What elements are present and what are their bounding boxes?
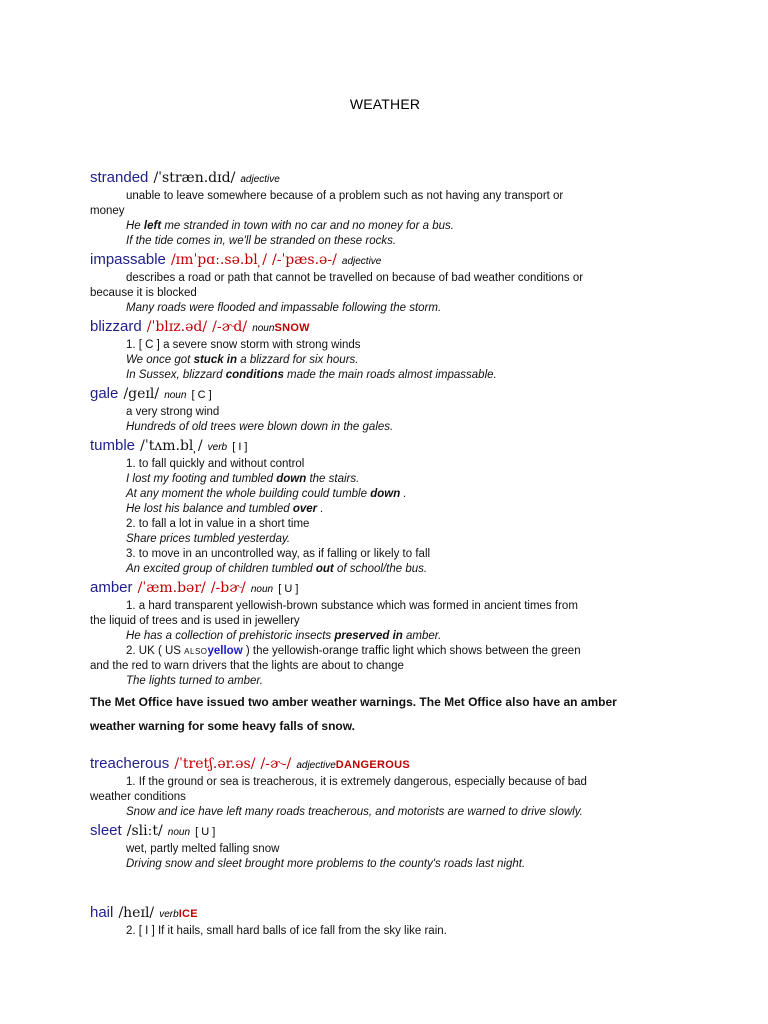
example xyxy=(90,219,680,234)
example-text: . xyxy=(400,488,407,500)
definition-continued: weather conditions xyxy=(90,791,186,803)
pronunciation: /geɪl/ xyxy=(123,386,160,402)
example-emphasis: down xyxy=(276,473,307,485)
example-text: At any moment the whole building could tumble xyxy=(126,488,371,500)
example-text: me stranded in town with no car and no money for a bus. xyxy=(161,220,454,232)
definition: 1. to fall quickly and without control xyxy=(126,458,305,470)
example xyxy=(90,487,680,502)
cross-reference-link[interactable]: yellow xyxy=(207,645,243,657)
grammar-code: [ C ] xyxy=(191,389,212,401)
example xyxy=(90,472,680,487)
pronunciation-us: /-ɚ-/ xyxy=(260,756,292,772)
headword: gale xyxy=(90,385,119,402)
example-text: a blizzard for six hours. xyxy=(237,354,359,366)
grammar-code: [ U ] xyxy=(195,826,216,838)
headword: impassable xyxy=(90,251,166,268)
definition: 3. to move in an uncontrolled way, as if falling or likely to fall xyxy=(126,548,431,560)
example-text: He xyxy=(126,220,144,232)
headword-line xyxy=(90,167,680,189)
pronunciation-us: /-ˈpæs.ə-/ xyxy=(272,252,337,268)
spacer xyxy=(90,872,680,902)
headword: hail xyxy=(90,904,114,921)
note-line: weather warning for some heavy falls of snow. xyxy=(90,719,355,733)
example-text: An excited group of children tumbled xyxy=(126,563,316,575)
headword-line xyxy=(90,435,680,457)
example-emphasis: left xyxy=(143,220,162,232)
entry-blizzard xyxy=(90,316,680,383)
example-emphasis: over xyxy=(292,503,318,515)
part-of-speech: noun xyxy=(252,323,275,334)
example xyxy=(90,629,680,644)
example-text: . xyxy=(317,503,324,515)
pronunciation: /ˈstræn.dɪd/ xyxy=(153,170,236,186)
definition: 1. If the ground or sea is treacherous, it is extremely dangerous, especially because of bad xyxy=(126,776,587,788)
definition: describes a road or path that cannot be travelled on because of bad weather conditions or xyxy=(126,272,584,284)
part-of-speech: noun xyxy=(167,827,191,838)
example: The lights turned to amber. xyxy=(126,675,264,687)
entry-tumble xyxy=(90,435,680,577)
definition: unable to leave somewhere because of a problem such as not having any transport or xyxy=(126,190,564,202)
definition-continued: and the red to warn drivers that the lights are about to change xyxy=(90,660,404,672)
example-emphasis: stuck in xyxy=(193,354,238,366)
note-line: The Met Office have issued two amber weather warnings. The Met Office also have an amber xyxy=(90,695,617,709)
sense-label: ICE xyxy=(178,908,198,920)
headword-line xyxy=(90,249,680,271)
example: Share prices tumbled yesterday. xyxy=(126,533,291,545)
example-text: of school/the bus. xyxy=(333,563,428,575)
example-text: made the main roads almost impassable. xyxy=(283,369,497,381)
example: If the tide comes in, we'll be stranded on these rocks. xyxy=(126,235,397,247)
headword: tumble xyxy=(90,437,136,454)
part-of-speech: adjective xyxy=(341,256,382,267)
definition-continued: the liquid of trees and is used in jewellery xyxy=(90,615,300,627)
headword: treacherous xyxy=(90,755,170,772)
definition: 1. a hard transparent yellowish-brown substance which was formed in ancient times from xyxy=(126,600,578,612)
also-label: ALSO xyxy=(184,647,208,656)
definition xyxy=(90,644,680,659)
pronunciation-uk: /ɪmˈpɑː.sə.bl ̩/ xyxy=(170,252,267,268)
definition-text: 2. UK ( US xyxy=(126,645,185,657)
part-of-speech: verb xyxy=(159,909,179,920)
headword-line xyxy=(90,577,680,599)
headword-line xyxy=(90,753,680,775)
part-of-speech: adjective xyxy=(240,174,280,185)
headword-line xyxy=(90,383,680,405)
sense-label: DANGEROUS xyxy=(335,759,411,771)
definition: 1. [ C ] a severe snow storm with strong winds xyxy=(126,339,361,351)
example-text: He has a collection of prehistoric insects xyxy=(126,630,335,642)
example-text: In Sussex, blizzard xyxy=(126,369,226,381)
definition: wet, partly melted falling snow xyxy=(126,843,280,855)
example xyxy=(90,502,680,517)
pronunciation-us: /-ɚd/ xyxy=(212,319,248,335)
entry-amber xyxy=(90,577,680,737)
example xyxy=(90,562,680,577)
example xyxy=(90,353,680,368)
definition: 2. to fall a lot in value in a short time xyxy=(126,518,310,530)
part-of-speech: noun xyxy=(250,584,274,595)
example-text: He lost his balance and tumbled xyxy=(126,503,293,515)
example-emphasis: down xyxy=(370,488,401,500)
example-text: the stairs. xyxy=(306,473,360,485)
part-of-speech: verb xyxy=(207,442,228,453)
pronunciation: /ˈtʌm.bl ̩/ xyxy=(140,438,203,454)
example-emphasis: preserved in xyxy=(334,630,403,642)
pronunciation-uk: /ˈæm.bər/ xyxy=(137,580,206,596)
example: Snow and ice have left many roads treacherous, and motorists are warned to drive slowly. xyxy=(126,806,583,818)
pronunciation-uk: /ˈblɪz.əd/ xyxy=(146,319,208,335)
example: Hundreds of old trees were blown down in the gales. xyxy=(126,421,394,433)
definition-continued: money xyxy=(90,205,125,217)
definition-continued: because it is blocked xyxy=(90,287,197,299)
headword: amber xyxy=(90,579,133,596)
pronunciation: /sliːt/ xyxy=(126,823,163,839)
pronunciation-uk: /ˈtretʃ.ər.əs/ xyxy=(174,756,256,772)
example-text: amber. xyxy=(402,630,442,642)
entry-impassable xyxy=(90,249,680,316)
entry-hail xyxy=(90,902,680,939)
spacer xyxy=(90,737,680,753)
sense-label: SNOW xyxy=(274,322,310,334)
definition-text: ) the yellowish-orange traffic light which shows between the green xyxy=(242,645,581,657)
headword-line xyxy=(90,316,680,338)
pronunciation: /heɪl/ xyxy=(118,905,155,921)
example-text: We once got xyxy=(126,354,194,366)
grammar-code: [ I ] xyxy=(232,441,248,453)
definition: 2. [ I ] If it hails, small hard balls of ice fall from the sky like rain. xyxy=(126,925,447,937)
part-of-speech: adjective xyxy=(296,760,336,771)
entry-sleet xyxy=(90,820,680,872)
headword: stranded xyxy=(90,169,149,186)
part-of-speech: noun xyxy=(164,390,187,401)
definition: a very strong wind xyxy=(126,406,220,418)
entry-gale xyxy=(90,383,680,435)
example: Driving snow and sleet brought more problems to the county's roads last night. xyxy=(126,858,526,870)
example: Many roads were flooded and impassable following the storm. xyxy=(126,302,442,314)
headword: blizzard xyxy=(90,318,142,335)
example xyxy=(90,368,680,383)
headword-line xyxy=(90,902,680,924)
example-emphasis: conditions xyxy=(225,369,284,381)
headword: sleet xyxy=(90,822,122,839)
grammar-code: [ U ] xyxy=(278,583,299,595)
example-emphasis: out xyxy=(315,563,334,575)
entry-stranded xyxy=(90,167,680,249)
pronunciation-us: /-bɚ/ xyxy=(210,580,246,596)
headword-line xyxy=(90,820,680,842)
example-text: I lost my footing and tumbled xyxy=(126,473,277,485)
entry-list xyxy=(90,167,680,939)
entry-treacherous xyxy=(90,753,680,820)
page-title: WEATHER xyxy=(349,96,421,112)
